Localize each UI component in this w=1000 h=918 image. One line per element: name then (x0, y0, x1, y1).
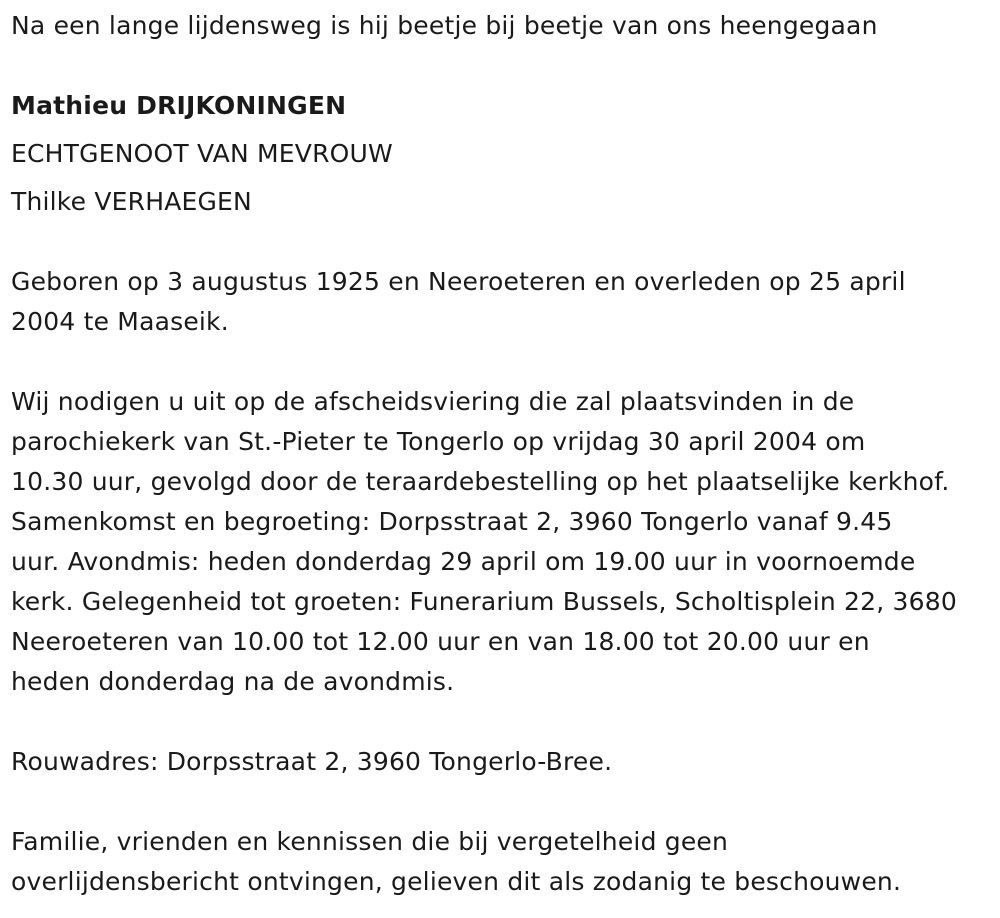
paragraph-line: heden donderdag na de avondmis. (11, 667, 455, 696)
paragraph-line: Familie, vrienden en kennissen die bij vergetelheid geen (11, 827, 729, 856)
family-note-paragraph (11, 822, 996, 902)
paragraph-line: Samenkomst en begroeting: Dorpsstraat 2, 3960 Tongerlo vanaf 9.45 (11, 507, 893, 536)
paragraph-line: Neeroeteren van 10.00 tot 12.00 uur en van 18.00 tot 20.00 uur en (11, 627, 870, 656)
intro-line: Na een lange lijdensweg is hij beetje bij beetje van ons heengegaan (11, 11, 878, 40)
paragraph-line: kerk. Gelegenheid tot groeten: Funerarium Bussels, Scholtisplein 22, 3680 (11, 587, 957, 616)
invitation-paragraph (11, 382, 996, 702)
paragraph-line: uur. Avondmis: heden donderdag 29 april om 19.00 uur in voornoemde (11, 547, 916, 576)
spouse-name: Thilke VERHAEGEN (11, 187, 252, 216)
mourning-address-paragraph (11, 742, 996, 782)
deceased-name: Mathieu DRIJKONINGEN (11, 91, 347, 120)
mourning-address: Rouwadres: Dorpsstraat 2, 3960 Tongerlo-Bree. (11, 747, 613, 776)
paragraph-line: overlijdensbericht ontvingen, gelieven dit als zodanig te beschouwen. (11, 867, 902, 896)
paragraph-line: Wij nodigen u uit op de afscheidsviering die zal plaatsvinden in de (11, 387, 855, 416)
birth-death-paragraph (11, 262, 996, 342)
paragraph-line: parochiekerk van St.-Pieter te Tongerlo op vrijdag 30 april 2004 om (11, 427, 866, 456)
paragraph-line: 10.30 uur, gevolgd door de teraardebestelling op het plaatselijke kerkhof. (11, 467, 950, 496)
relation-line: ECHTGENOOT VAN MEVROUW (11, 139, 393, 168)
paragraph-line: 2004 te Maaseik. (11, 307, 229, 336)
paragraph-line: Geboren op 3 augustus 1925 en Neeroeteren en overleden op 25 april (11, 267, 906, 296)
